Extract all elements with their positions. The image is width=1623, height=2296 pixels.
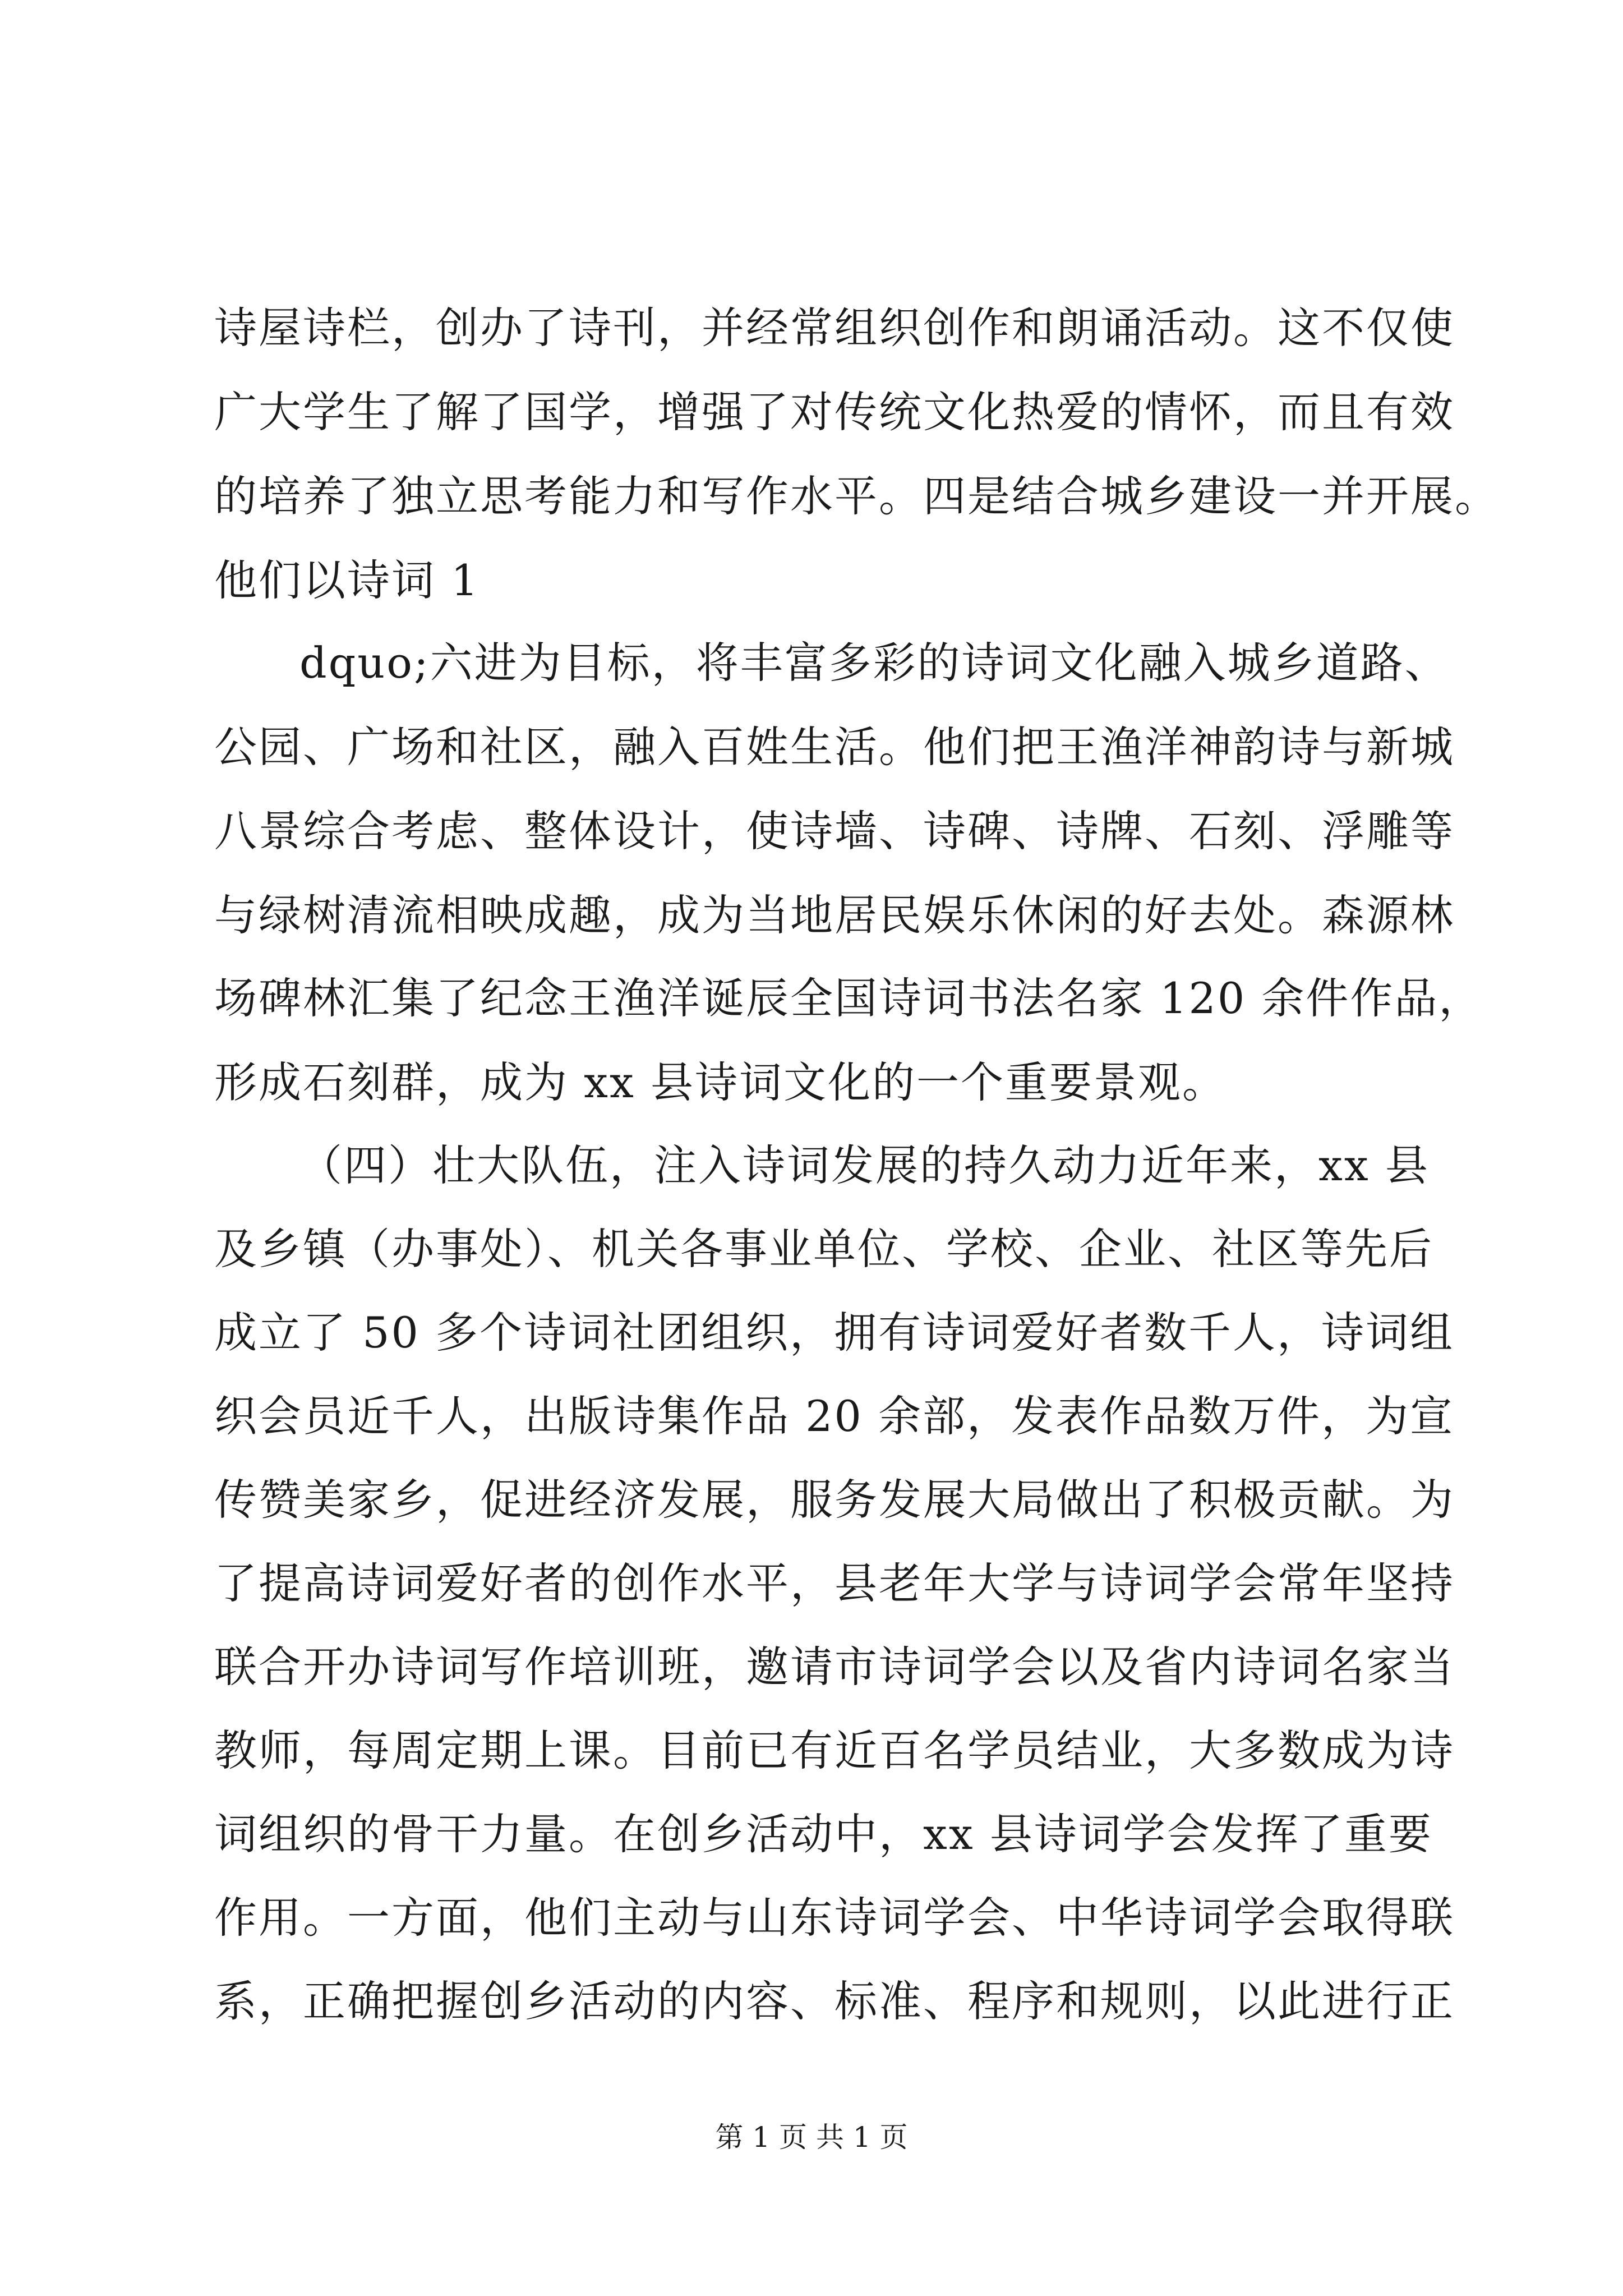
text-line: 教师，每周定期上课。目前已有近百名学员结业，大多数成为诗 — [214, 1726, 1455, 1775]
text-line: 公园、广场和社区，融入百姓生活。他们把王渔洋神韵诗与新城 — [214, 722, 1455, 772]
text-line: 场碑林汇集了纪念王渔洋诞辰全国诗词书法名家 120 余件作品， — [214, 973, 1483, 1023]
text-line: 的培养了独立思考能力和写作水平。四是结合城乡建设一并开展。 — [214, 471, 1499, 521]
text-line: 及乡镇（办事处）、机关各事业单位、学校、企业、社区等先后 — [214, 1224, 1433, 1274]
text-line: 了提高诗词爱好者的创作水平，县老年大学与诗词学会常年坚持 — [214, 1558, 1455, 1608]
text-line: 词组织的骨干力量。在创乡活动中，xx 县诗词学会发挥了重要 — [214, 1809, 1433, 1859]
text-line: 织会员近千人，出版诗集作品 20 余部，发表作品数万件，为宣 — [214, 1391, 1455, 1441]
text-line: 他们以诗词 1 — [214, 555, 480, 605]
text-line: 成立了 50 多个诗词社团组织，拥有诗词爱好者数千人，诗词组 — [214, 1308, 1455, 1358]
page-number-footer: 第 1 页 共 1 页 — [715, 2121, 908, 2154]
text-line: 与绿树清流相映成趣，成为当地居民娱乐休闲的好去处。森源林 — [214, 890, 1455, 940]
text-line: 联合开办诗词写作培训班，邀请市诗词学会以及省内诗词名家当 — [214, 1642, 1455, 1692]
text-line: 八景综合考虑、整体设计，使诗墙、诗碑、诗牌、石刻、浮雕等 — [214, 806, 1455, 856]
text-line: 诗屋诗栏，创办了诗刊，并经常组织创作和朗诵活动。这不仅使 — [214, 303, 1455, 353]
text-line: 形成石刻群，成为 xx 县诗词文化的一个重要景观。 — [214, 1057, 1227, 1107]
text-line: 广大学生了解了国学，增强了对传统文化热爱的情怀，而且有效 — [214, 387, 1455, 437]
text-line: 传赞美家乡，促进经济发展，服务发展大局做出了积极贡献。为 — [214, 1475, 1455, 1525]
text-line: （四）壮大队伍，注入诗词发展的持久动力近年来，xx 县 — [299, 1140, 1430, 1190]
text-line: dquo;六进为目标，将丰富多彩的诗词文化融入城乡道路、 — [299, 638, 1449, 688]
text-line: 系，正确把握创乡活动的内容、标准、程序和规则，以此进行正 — [214, 1976, 1455, 2026]
text-line: 作用。一方面，他们主动与山东诗词学会、中华诗词学会取得联 — [214, 1893, 1455, 1943]
